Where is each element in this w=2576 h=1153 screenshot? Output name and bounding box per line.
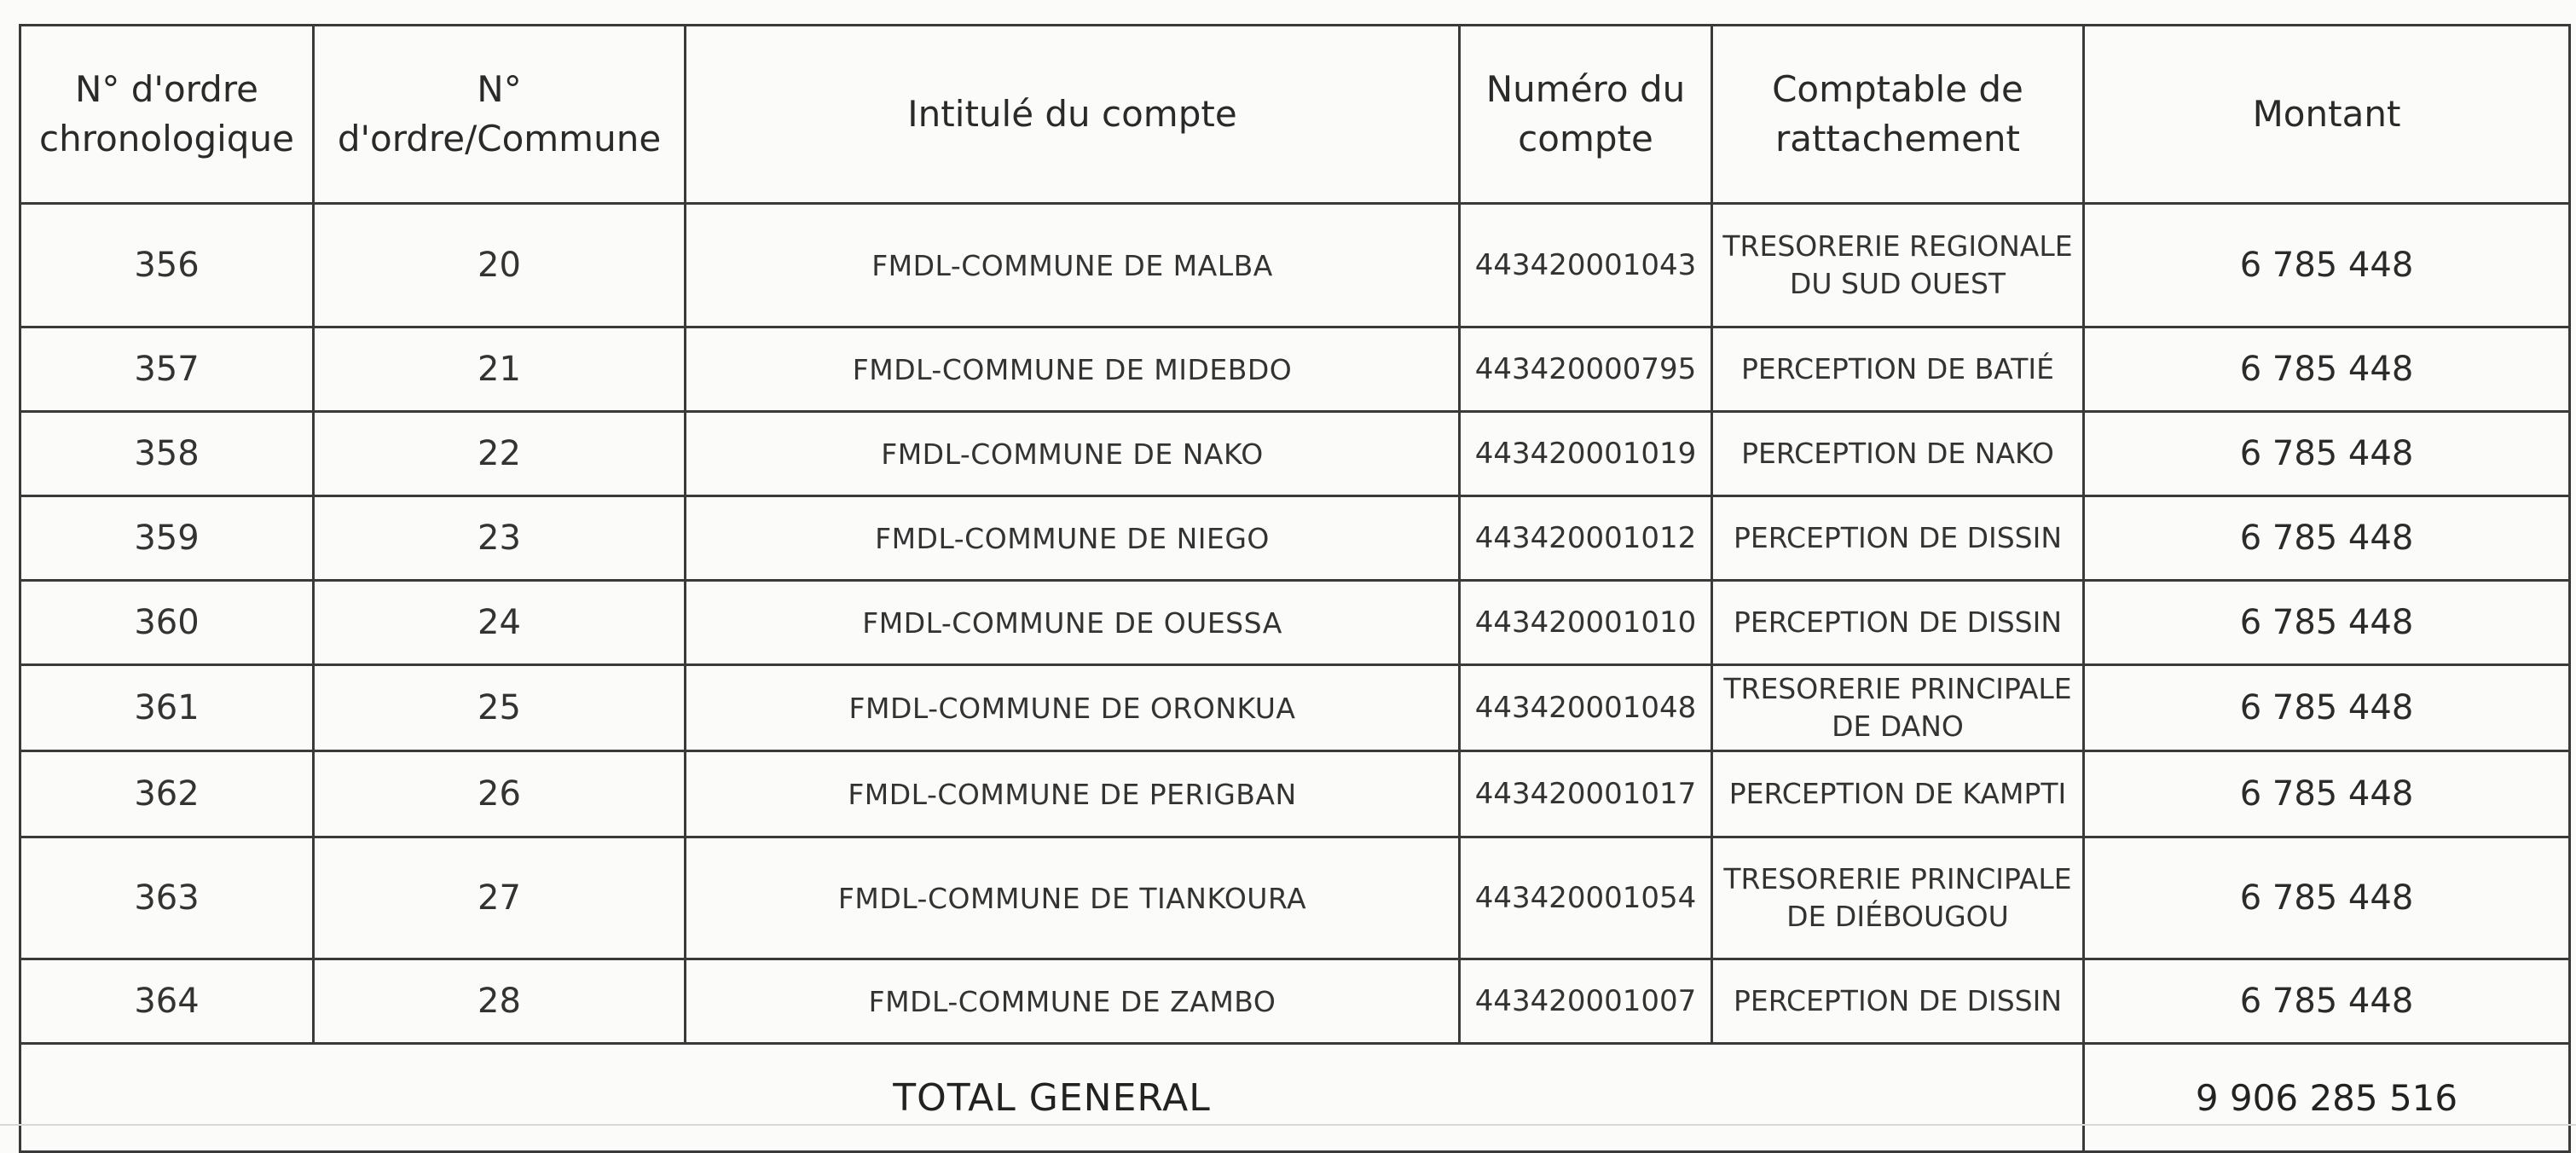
- cell-ordre-commune: 25: [314, 665, 686, 751]
- cell-montant: 6 785 448: [2084, 412, 2570, 496]
- header-numero-du-compte: Numéro du compte: [1460, 26, 1712, 204]
- header-ordre-chronologique: N° d'ordre chronologique: [20, 26, 314, 204]
- table-header-row: [20, 26, 2570, 204]
- cell-numero-compte: 443420001019: [1460, 412, 1712, 496]
- cell-comptable: TRESORERIE PRINCIPALE DE DIÉBOUGOU: [1712, 837, 2084, 959]
- header-montant: Montant: [2084, 26, 2570, 204]
- cell-intitule: FMDL-COMMUNE DE TIANKOURA: [686, 837, 1460, 959]
- cell-numero-compte: 443420001054: [1460, 837, 1712, 959]
- cell-numero-compte: 443420001048: [1460, 665, 1712, 751]
- table-row: [20, 204, 2570, 327]
- cell-intitule: FMDL-COMMUNE DE NIEGO: [686, 496, 1460, 581]
- cell-intitule: FMDL-COMMUNE DE PERIGBAN: [686, 751, 1460, 837]
- table-row: [20, 751, 2570, 837]
- cell-numero-compte: 443420001010: [1460, 581, 1712, 665]
- cell-intitule: FMDL-COMMUNE DE MALBA: [686, 204, 1460, 327]
- cell-ordre-commune: 23: [314, 496, 686, 581]
- cell-montant: 6 785 448: [2084, 837, 2570, 959]
- cell-ordre-commune: 22: [314, 412, 686, 496]
- table-row: [20, 959, 2570, 1044]
- cell-montant: 6 785 448: [2084, 959, 2570, 1044]
- cell-comptable: TRESORERIE PRINCIPALE DE DANO: [1712, 665, 2084, 751]
- cell-comptable: PERCEPTION DE NAKO: [1712, 412, 2084, 496]
- table-row: [20, 327, 2570, 412]
- cell-ordre-chronologique: 361: [20, 665, 314, 751]
- table-row: [20, 665, 2570, 751]
- table-row: [20, 837, 2570, 959]
- cell-comptable: PERCEPTION DE DISSIN: [1712, 959, 2084, 1044]
- cell-ordre-commune: 24: [314, 581, 686, 665]
- cell-numero-compte: 443420001012: [1460, 496, 1712, 581]
- cell-ordre-commune: 27: [314, 837, 686, 959]
- cell-intitule: FMDL-COMMUNE DE MIDEBDO: [686, 327, 1460, 412]
- cell-montant: 6 785 448: [2084, 751, 2570, 837]
- cell-ordre-chronologique: 356: [20, 204, 314, 327]
- cell-comptable: PERCEPTION DE BATIÉ: [1712, 327, 2084, 412]
- table-row: [20, 496, 2570, 581]
- cell-ordre-chronologique: 360: [20, 581, 314, 665]
- cell-montant: 6 785 448: [2084, 496, 2570, 581]
- cell-intitule: FMDL-COMMUNE DE OUESSA: [686, 581, 1460, 665]
- cell-ordre-chronologique: 358: [20, 412, 314, 496]
- cell-numero-compte: 443420001017: [1460, 751, 1712, 837]
- total-row: [20, 1044, 2570, 1152]
- scan-edge-divider: [0, 1124, 2576, 1126]
- cell-ordre-chronologique: 357: [20, 327, 314, 412]
- cell-intitule: FMDL-COMMUNE DE ORONKUA: [686, 665, 1460, 751]
- cell-ordre-chronologique: 359: [20, 496, 314, 581]
- table-row: [20, 581, 2570, 665]
- total-general-amount: 9 906 285 516: [2084, 1044, 2570, 1152]
- cell-montant: 6 785 448: [2084, 665, 2570, 751]
- cell-ordre-commune: 21: [314, 327, 686, 412]
- cell-numero-compte: 443420000795: [1460, 327, 1712, 412]
- cell-comptable: PERCEPTION DE DISSIN: [1712, 496, 2084, 581]
- cell-ordre-commune: 26: [314, 751, 686, 837]
- header-ordre-commune: N° d'ordre/Commune: [314, 26, 686, 204]
- cell-ordre-chronologique: 362: [20, 751, 314, 837]
- cell-montant: 6 785 448: [2084, 327, 2570, 412]
- cell-intitule: FMDL-COMMUNE DE NAKO: [686, 412, 1460, 496]
- cell-comptable: TRESORERIE REGIONALE DU SUD OUEST: [1712, 204, 2084, 327]
- cell-montant: 6 785 448: [2084, 581, 2570, 665]
- header-comptable-de-rattachement: Comptable de rattachement: [1712, 26, 2084, 204]
- cell-numero-compte: 443420001043: [1460, 204, 1712, 327]
- table-row: [20, 412, 2570, 496]
- cell-comptable: PERCEPTION DE KAMPTI: [1712, 751, 2084, 837]
- document-sheet: [19, 24, 2571, 1153]
- cell-ordre-commune: 20: [314, 204, 686, 327]
- cell-comptable: PERCEPTION DE DISSIN: [1712, 581, 2084, 665]
- cell-ordre-commune: 28: [314, 959, 686, 1044]
- header-intitule-du-compte: Intitulé du compte: [686, 26, 1460, 204]
- cell-montant: 6 785 448: [2084, 204, 2570, 327]
- cell-ordre-chronologique: 364: [20, 959, 314, 1044]
- accounts-table: [19, 24, 2571, 1153]
- cell-ordre-chronologique: 363: [20, 837, 314, 959]
- cell-intitule: FMDL-COMMUNE DE ZAMBO: [686, 959, 1460, 1044]
- cell-numero-compte: 443420001007: [1460, 959, 1712, 1044]
- total-general-label: TOTAL GENERAL: [20, 1044, 2084, 1152]
